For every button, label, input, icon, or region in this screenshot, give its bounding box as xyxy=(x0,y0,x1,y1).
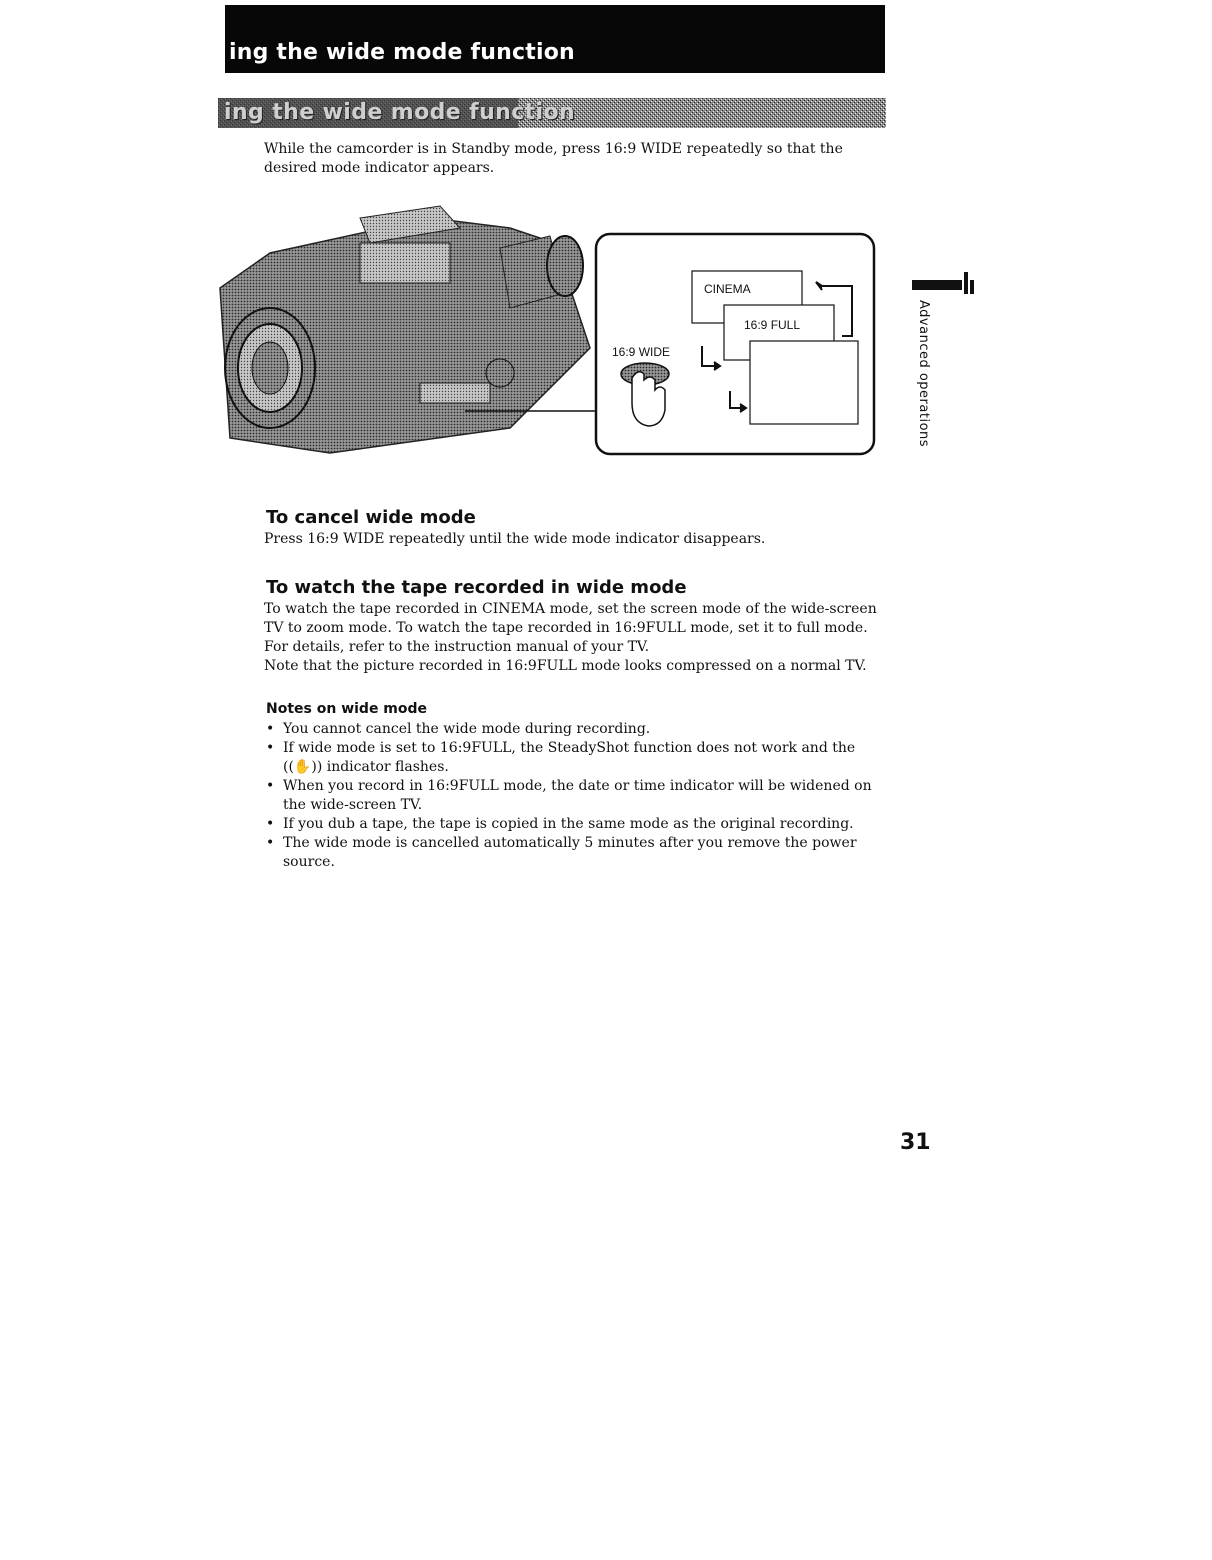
watch-line: Note that the picture recorded in 16:9FULL mode looks compressed on a normal TV. xyxy=(264,658,867,674)
mode-cinema-label: CINEMA xyxy=(704,282,751,296)
intro-paragraph: While the camcorder is in Standby mode, press 16:9 WIDE repeatedly so that the desired mode indicator appears. xyxy=(264,141,843,176)
notes-list xyxy=(266,720,886,872)
cancel-heading: To cancel wide mode xyxy=(266,507,476,528)
screen-normal xyxy=(750,341,858,424)
side-tab-marker xyxy=(912,272,976,294)
note-item: • If you dub a tape, the tape is copied in the same mode as the original recording. xyxy=(266,815,886,834)
note-item: • The wide mode is cancelled automatically 5 minutes after you remove the power source. xyxy=(266,834,886,872)
cancel-text: Press 16:9 WIDE repeatedly until the wide mode indicator disappears. xyxy=(264,531,766,547)
watch-line: To watch the tape recorded in CINEMA mode, set the screen mode of the wide-screen xyxy=(264,601,877,617)
page-number: 31 xyxy=(900,1130,931,1155)
watch-heading: To watch the tape recorded in wide mode xyxy=(266,577,687,598)
side-section-label: Advanced operations xyxy=(916,300,931,448)
camcorder-illustration xyxy=(220,206,600,453)
note-item: • When you record in 16:9FULL mode, the date or time indicator will be widened on the wide-screen TV. xyxy=(266,777,886,815)
wide-button-label: 16:9 WIDE xyxy=(612,345,671,359)
camcorder-figure xyxy=(210,198,880,466)
note-item: • If wide mode is set to 16:9FULL, the SteadyShot function does not work and the ((✋)) indicator flashes. xyxy=(266,739,886,777)
note-item: • You cannot cancel the wide mode during recording. xyxy=(266,720,886,739)
mode-full-label: 16:9 FULL xyxy=(744,318,801,332)
section-subtitle: ing the wide mode function xyxy=(224,100,576,125)
watch-text xyxy=(264,600,884,676)
page-title: ing the wide mode function xyxy=(229,40,575,65)
notes-heading: Notes on wide mode xyxy=(266,701,428,717)
watch-line: TV to zoom mode. To watch the tape recorded in 16:9FULL mode, set it to full mode. xyxy=(264,620,868,636)
watch-line: For details, refer to the instruction manual of your TV. xyxy=(264,639,650,655)
